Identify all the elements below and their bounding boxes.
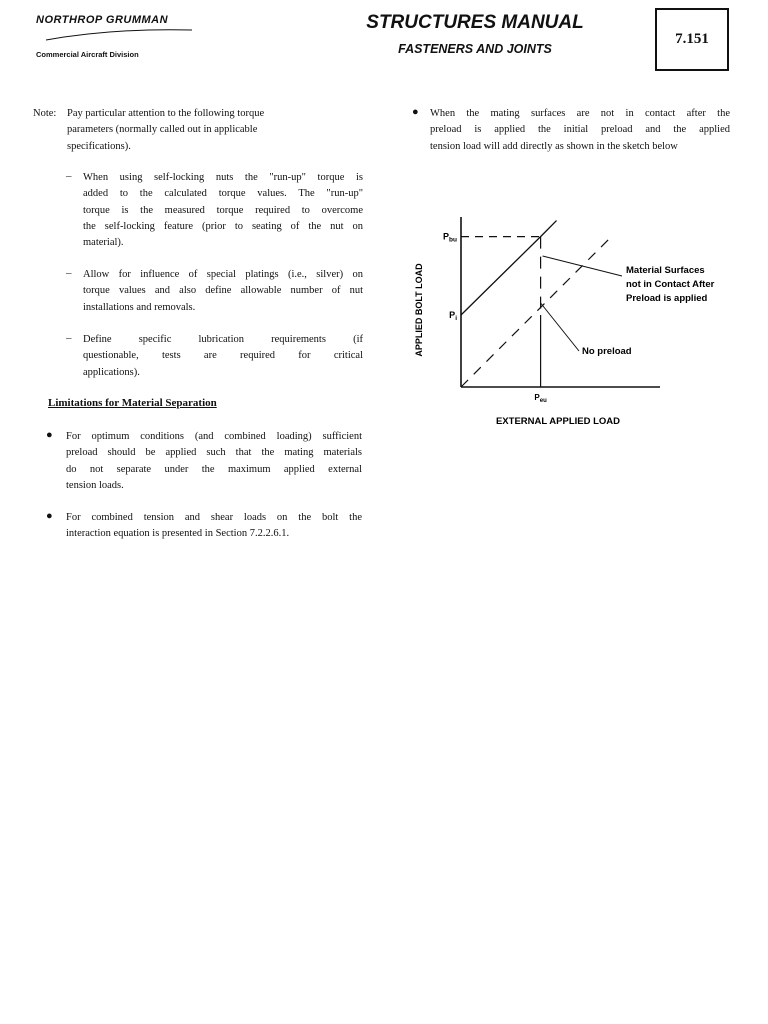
dash-icon: – — [66, 170, 72, 182]
dash-icon: – — [66, 332, 72, 344]
bolt-load-chart — [400, 210, 740, 435]
annotation-label: Material Surfaces not in Contact After Preload is applied — [626, 265, 715, 304]
right-bullet-item — [430, 106, 730, 155]
company-logo: NORTHROP GRUMMAN — [36, 14, 169, 26]
dash-item-line: questionable, tests are required for critical — [83, 350, 363, 362]
bullet-line: When the mating surfaces are not in contact after the — [430, 108, 730, 119]
bullet-item — [66, 510, 362, 543]
bullet-icon: ● — [46, 429, 53, 441]
dash-item — [83, 267, 363, 316]
note-line: parameters (normally called out in applicable — [67, 124, 258, 136]
y-axis-label: APPLIED BOLT LOAD — [414, 263, 424, 357]
division-name: Commercial Aircraft Division — [36, 50, 139, 59]
dash-item-line: the self-locking feature (prior to seating of the nut on — [83, 220, 363, 232]
page-number-box — [655, 8, 729, 71]
y-tick-label: $P_{bu}$ — [443, 231, 457, 244]
manual-title: STRUCTURES MANUAL — [366, 12, 584, 33]
bullet-line: preload is applied the initial preload and the applied — [430, 124, 730, 136]
dash-item-line: added to the calculated torque values. The "run-up" — [83, 188, 363, 200]
dash-item-line: applications). — [83, 366, 140, 378]
y-tick-label: $P_i$ — [449, 310, 457, 322]
page-number: 7.151 — [675, 31, 709, 47]
bullet-line: tension load will add directly as shown in the sketch below — [430, 140, 678, 152]
dash-icon: – — [66, 267, 72, 279]
section-title: FASTENERS AND JOINTS — [398, 42, 552, 56]
x-tick-label: $P_{eu}$ — [534, 393, 547, 404]
dash-item-line: Allow for influence of special platings (i.e., silver) on — [83, 269, 363, 280]
x-axis-label: EXTERNAL APPLIED LOAD — [495, 416, 621, 427]
bullet-line: interaction equation is presented in Section 7.2.2.6.1. — [66, 528, 290, 540]
series-line-no-preload — [461, 240, 608, 387]
bullet-item — [66, 429, 362, 494]
bullet-line: For optimum conditions (and combined loading) sufficient — [66, 431, 362, 442]
dash-item — [83, 332, 363, 381]
section-heading: Limitations for Material Separation — [48, 397, 217, 409]
note-text — [67, 106, 332, 155]
dash-item-line: Define specific lubrication requirements (if — [83, 334, 363, 345]
dash-item-line: material). — [83, 237, 124, 249]
series-line-preloaded — [461, 221, 557, 315]
note-line: Pay particular attention to the following torque — [67, 108, 265, 119]
dash-item-line: When using self-locking nuts the "run-up" torque is — [83, 172, 363, 183]
dash-item-line: torque values and also define allowable number of nut — [83, 285, 363, 297]
annotation-label: No preload — [582, 346, 632, 357]
annotation-leader — [543, 256, 622, 276]
bullet-line: do not separate under the maximum applied external — [66, 463, 362, 475]
logo-swoosh — [44, 26, 194, 42]
bullet-icon: ● — [46, 510, 53, 522]
bullet-icon: ● — [412, 106, 419, 118]
note-label: Note: — [33, 108, 57, 119]
dash-item-line: torque is the measured torque required to overcome — [83, 204, 363, 216]
dash-item-line: installations and removals. — [83, 301, 196, 313]
bullet-line: preload should be applied such that the mating materials — [66, 447, 362, 459]
bullet-line: tension loads. — [66, 479, 124, 491]
annotation-leader — [541, 303, 579, 351]
dash-item — [83, 170, 363, 251]
bullet-line: For combined tension and shear loads on the bolt the — [66, 512, 362, 523]
note-line: specifications). — [67, 140, 131, 152]
